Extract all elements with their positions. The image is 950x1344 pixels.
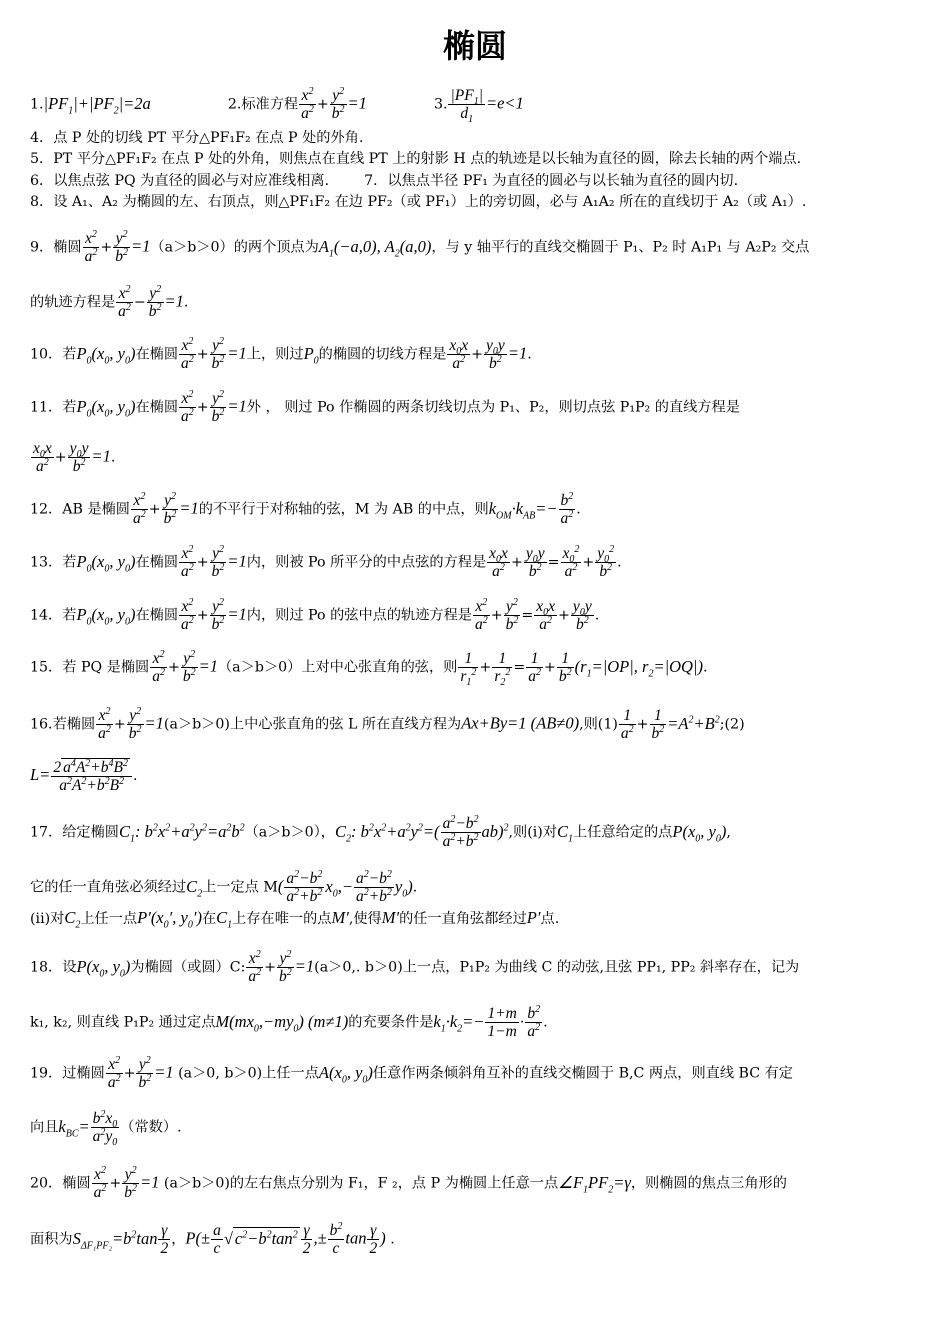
item-17-text: 上任一点 xyxy=(80,911,138,927)
item-14: 14．若$P_0(x_0$, $y_0$)在椭圆 $\frac{x^2}{a^2}$ + $\frac{y^2}{b^2}$ =1内，则过 Po 的弦中点的轨迹方程是 $\frac{x^2}{a^2}$ + $\frac{y^2}{b^2}$ = $\frac{x_0x}{a^2}$ + $\frac{y_0y}{b^2}$ . xyxy=(30,596,600,633)
item-19-text: 19．过椭圆 xyxy=(30,1065,105,1082)
item-20-text: ，则椭圆的焦点三角形的 xyxy=(630,1175,787,1192)
page-title: 椭圆 xyxy=(442,27,507,65)
item-6: 6．以焦点弦 PQ 为直径的圆必与对应准线相离. xyxy=(30,173,330,189)
item-20-text: (a＞b＞0)的左右焦点分别为 F₁，F ₂，点 P 为椭圆上任意一点 xyxy=(163,1175,559,1192)
item-17-text: ,使得 xyxy=(348,911,382,927)
item-19: 19．过椭圆 $\frac{x^2}{a^2}$ + $\frac{y^2}{b^2}$ =1 (a＞0, b＞0)上任一点$A(x_0$, $y_0$)任意作两条倾斜角互补的直线交椭圆于 B,C 两点，则直线 BC 有定 xyxy=(30,1054,793,1091)
item-17-text: (ii)对 xyxy=(30,911,65,927)
item-8: 8．设 A₁、A₂ 为椭圆的左、右顶点，则△PF₁F₂ 在边 PF₂（或 PF₁）上的旁切圆，必与 A₁A₂ 所在的直线切于 A₂（或 A₁）. xyxy=(30,194,807,210)
item-2-label: 2.标准方程 xyxy=(227,96,299,113)
item-1-label: 1. xyxy=(30,96,44,113)
item-7: 7．以焦点半径 PF₁ 为直径的圆必与以长轴为直径的圆内切. xyxy=(364,173,739,189)
item-13-text: 在椭圆 xyxy=(135,554,179,571)
item-12: 12．AB 是椭圆 $\frac{x^2}{a^2}$ + $\frac{y^2}{b^2}$ =1的不平行于对称轴的弦，M 为 AB 的中点，则$k_{OM}\cdot k_{AB}=-$ $\frac{b^2}{a^2}$ . xyxy=(30,490,581,527)
item-18-text: (a＞0,. b＞0)上一点，P₁P₂ 为曲线 C 的动弦,且弦 PP₁, PP₂ 斜率存在，记为 xyxy=(314,959,800,976)
item-11-text: 11．若 xyxy=(30,399,77,416)
item-6-7 xyxy=(30,170,738,192)
item-17-ii: (ii)对$C_2$上任一点$P'(x_0'$, $y_0'$)在$C_1$上存在唯一的点M′,使得M′的任一直角弦都经过P′点. xyxy=(30,908,560,931)
item-3-label: 3. xyxy=(433,96,448,113)
item-17-text: （a＞b＞0）， xyxy=(244,824,335,841)
item-12-text: 12．AB 是椭圆 xyxy=(30,501,130,518)
item-9: 9．椭圆 $\frac{x^2}{a^2}$ + $\frac{y^2}{b^2}$ =1（a＞b＞0）的两个顶点为$A_1(-a,0)$, $A_2(a,0)$，与 y 轴平行的直线交椭圆于 P₁、P₂ 时 A₁P₁ 与 A₂P₂ 交点 xyxy=(30,228,810,265)
item-17-text: 17．给定椭圆 xyxy=(30,824,119,841)
item-17-text: 点. xyxy=(540,911,560,927)
item-17-text: ,则(i)对 xyxy=(508,824,558,841)
item-17-text: 上存在唯一的点 xyxy=(232,911,332,927)
item-18-text: k₁, k₂, 则直线 P₁P₂ 通过定点 xyxy=(30,1014,216,1031)
item-19-text: 向且 xyxy=(30,1119,59,1136)
item-17-cont: 它的任一直角弦必须经过$C_2$上一定点 M( $\frac{a^2-b^2}{a^2+b^2}$ $x_0,-$ $\frac{a^2-b^2}{a^2+b^2}$ $y_0$). xyxy=(30,868,418,905)
item-20-text: 面积为 xyxy=(30,1231,73,1248)
item-10-text: 10．若 xyxy=(30,346,77,363)
item-17-text: 的任一直角弦都经过 xyxy=(399,911,527,927)
item-1-3: $1.|PF_1|+|PF_2|=2a$ 2.标准方程 $\frac{x^2}{a^2}$ + $\frac{y^2}{b^2}$ =1 3. $\frac{|PF_1|}{d_1}$ =e<1 xyxy=(30,85,524,126)
item-20-text: 20．椭圆 xyxy=(30,1175,91,1192)
item-16-text: ;(2) xyxy=(719,716,745,733)
item-16-text: 16.若椭圆 xyxy=(30,716,96,733)
item-17-text: 它的任一直角弦必须经过 xyxy=(30,879,187,896)
item-10-text: 的椭圆的切线方程是 xyxy=(318,346,447,363)
item-9-text: ，与 y 轴平行的直线交椭圆于 P₁、P₂ 时 A₁P₁ 与 A₂P₂ 交点 xyxy=(431,239,810,256)
item-11-text: 在椭圆 xyxy=(135,399,179,416)
item-11-text: 外 ， 则过 Po 作椭圆的两条切线切点为 P₁、P₂，则切点弦 P₁P₂ 的直线方程是 xyxy=(246,399,740,416)
item-9-text: （a＞b＞0）的两个顶点为 xyxy=(150,239,319,256)
item-15-text: （a＞b＞0）上对中心张直角的弦，则 xyxy=(217,659,458,676)
item-9-text: 9．椭圆 xyxy=(30,239,82,256)
item-5: 5．PT 平分△PF₁F₂ 在点 P 处的外角，则焦点在直线 PT 上的射影 H 点的轨迹是以长轴为直径的圆，除去长轴的两个端点. xyxy=(30,151,802,167)
item-14-text: 14．若 xyxy=(30,607,77,624)
item-19-text: 任意作两条倾斜角互补的直线交椭圆于 B,C 两点，则直线 BC 有定 xyxy=(372,1065,793,1082)
item-19-cont: 向且$k_{BC}=$ $\frac{b^2x_0}{a^2y_0}$ （常数）. xyxy=(30,1108,182,1149)
item-18-text: 的充要条件是 xyxy=(348,1014,434,1031)
item-9-cont: 的轨迹方程是 $\frac{x^2}{a^2}$ − $\frac{y^2}{b^2}$ =1. xyxy=(30,283,189,320)
item-17-text: 在 xyxy=(201,911,217,927)
item-9-text: 的轨迹方程是 xyxy=(30,294,116,311)
item-13-text: 13．若 xyxy=(30,554,77,571)
item-16-text: ,则(1) xyxy=(579,716,618,733)
item-12-text: 的不平行于对称轴的弦，M 为 AB 的中点，则 xyxy=(198,501,489,518)
item-18-cont: k₁, k₂, 则直线 P₁P₂ 通过定点$M(mx_0,-my_0)$ (m≠1)的充要条件是$k_1\cdot k_2=-$ $\frac{1+m}{1-m}$ · $\frac{b^2}{a^2}$ . xyxy=(30,1003,548,1040)
item-18: 18．设$P(x_0$, $y_0$)为椭圆（或圆）C: $\frac{x^2}{a^2}$ + $\frac{y^2}{b^2}$ =1(a＞0,. b＞0)上一点，P₁P₂ 为曲线 C 的动弦,且弦 PP₁, PP₂ 斜率存在，记为 xyxy=(30,948,800,985)
item-15: 15．若 PQ 是椭圆 $\frac{x^2}{a^2}$ + $\frac{y^2}{b^2}$ =1（a＞b＞0）上对中心张直角的弦，则 $\frac{1}{r_1^2}$ + $\frac{1}{r_2^2}$ = $\frac{1}{a^2}$ + $\frac{1}{b^2}$ ($r_1=|OP|$, $r_2=|OQ|$). xyxy=(30,648,708,689)
item-11: 11．若$P_0(x_0$, $y_0$)在椭圆 $\frac{x^2}{a^2}$ + $\frac{y^2}{b^2}$ =1外 ， 则过 Po 作椭圆的两条切线切点为 P₁、P₂，则切点弦 P₁P₂ 的直线方程是 xyxy=(30,388,740,425)
item-10: 10．若$P_0(x_0$, $y_0$)在椭圆 $\frac{x^2}{a^2}$ + $\frac{y^2}{b^2}$ =1上，则过$P_0$的椭圆的切线方程是 $\frac{x_0x}{a^2}$ + $\frac{y_0y}{b^2}$ =1. xyxy=(30,335,532,372)
item-13: 13．若$P_0(x_0$, $y_0$)在椭圆 $\frac{x^2}{a^2}$ + $\frac{y^2}{b^2}$ =1内，则被 Po 所平分的中点弦的方程是 $\frac{x_0x}{a^2}$ + $\frac{y_0y}{b^2}$ = $\frac{x_0^2}{a^2}$ + $\frac{y_0^2}{b^2}$ . xyxy=(30,543,622,580)
item-19-text: （常数）. xyxy=(120,1119,182,1136)
item-20-cont: 面积为$S_{\Delta F_1PF_2}=b^2\tan$ $\frac{\gamma}{2}$ ，P(± $\frac{a}{c}$ √ $c^2-b^2\tan^2$ $\frac{\gamma}{2}$ ,± $\frac{b^2}{c}$ tan $\frac{\gamma}{2}$ ) . xyxy=(30,1220,395,1257)
item-18-text: 18．设 xyxy=(30,959,77,976)
item-16-cont: L= $\frac{2 a^4A^2+b^4B^2}{a^2A^2+b^2B^2}$ . xyxy=(30,757,138,794)
item-17: 17．给定椭圆$C_1$: $b^2x^2+a^2y^2=a^2b^2(a>b>0)$，$C_2$: $b^2x^2+a^2y^2=$( $\frac{a^2-b^2}{a^2+b^2}$ ab)$^2$,则(i)对$C_1$上任意给定的点$P(x_0$, $y_0$), xyxy=(30,813,731,850)
item-4: 4．点 P 处的切线 PT 平分△PF₁F₂ 在点 P 处的外角. xyxy=(30,130,364,146)
item-14-text: 在椭圆 xyxy=(135,607,179,624)
item-10-text: 在椭圆 xyxy=(135,346,179,363)
item-13-text: 内，则被 Po 所平分的中点弦的方程是 xyxy=(246,554,487,571)
item-17-text: 上一定点 M xyxy=(202,879,278,896)
item-19-text: (a＞0, b＞0)上任一点 xyxy=(178,1065,319,1082)
item-15-text: 15．若 PQ 是椭圆 xyxy=(30,659,150,676)
item-18-text: 为椭圆（或圆）C: xyxy=(130,959,246,976)
item-17-text: 上任意给定的点 xyxy=(573,824,673,841)
item-20: 20．椭圆 $\frac{x^2}{a^2}$ + $\frac{y^2}{b^2}$ =1 (a＞b＞0)的左右焦点分别为 F₁，F ₂，点 P 为椭圆上任意一点$\angle F_1PF_2=\gamma$，则椭圆的焦点三角形的 xyxy=(30,1164,787,1201)
item-16: 16.若椭圆 $\frac{x^2}{a^2}$ + $\frac{y^2}{b^2}$ =1(a＞b＞0)上中心张直角的弦 L 所在直线方程为Ax+By=1 (AB≠0),则(1) $\frac{1}{a^2}$ + $\frac{1}{b^2}$ $=A^2+B^2;(2)$ xyxy=(30,705,745,742)
item-11-cont: $\frac{x_0x}{a^2}$ + $\frac{y_0y}{b^2}$ =1. xyxy=(33,440,116,475)
item-14-text: 内，则过 Po 的弦中点的轨迹方程是 xyxy=(246,607,472,624)
item-10-text: 上，则过 xyxy=(246,346,304,363)
item-16-text: (a＞b＞0)上中心张直角的弦 L 所在直线方程为 xyxy=(163,716,462,733)
